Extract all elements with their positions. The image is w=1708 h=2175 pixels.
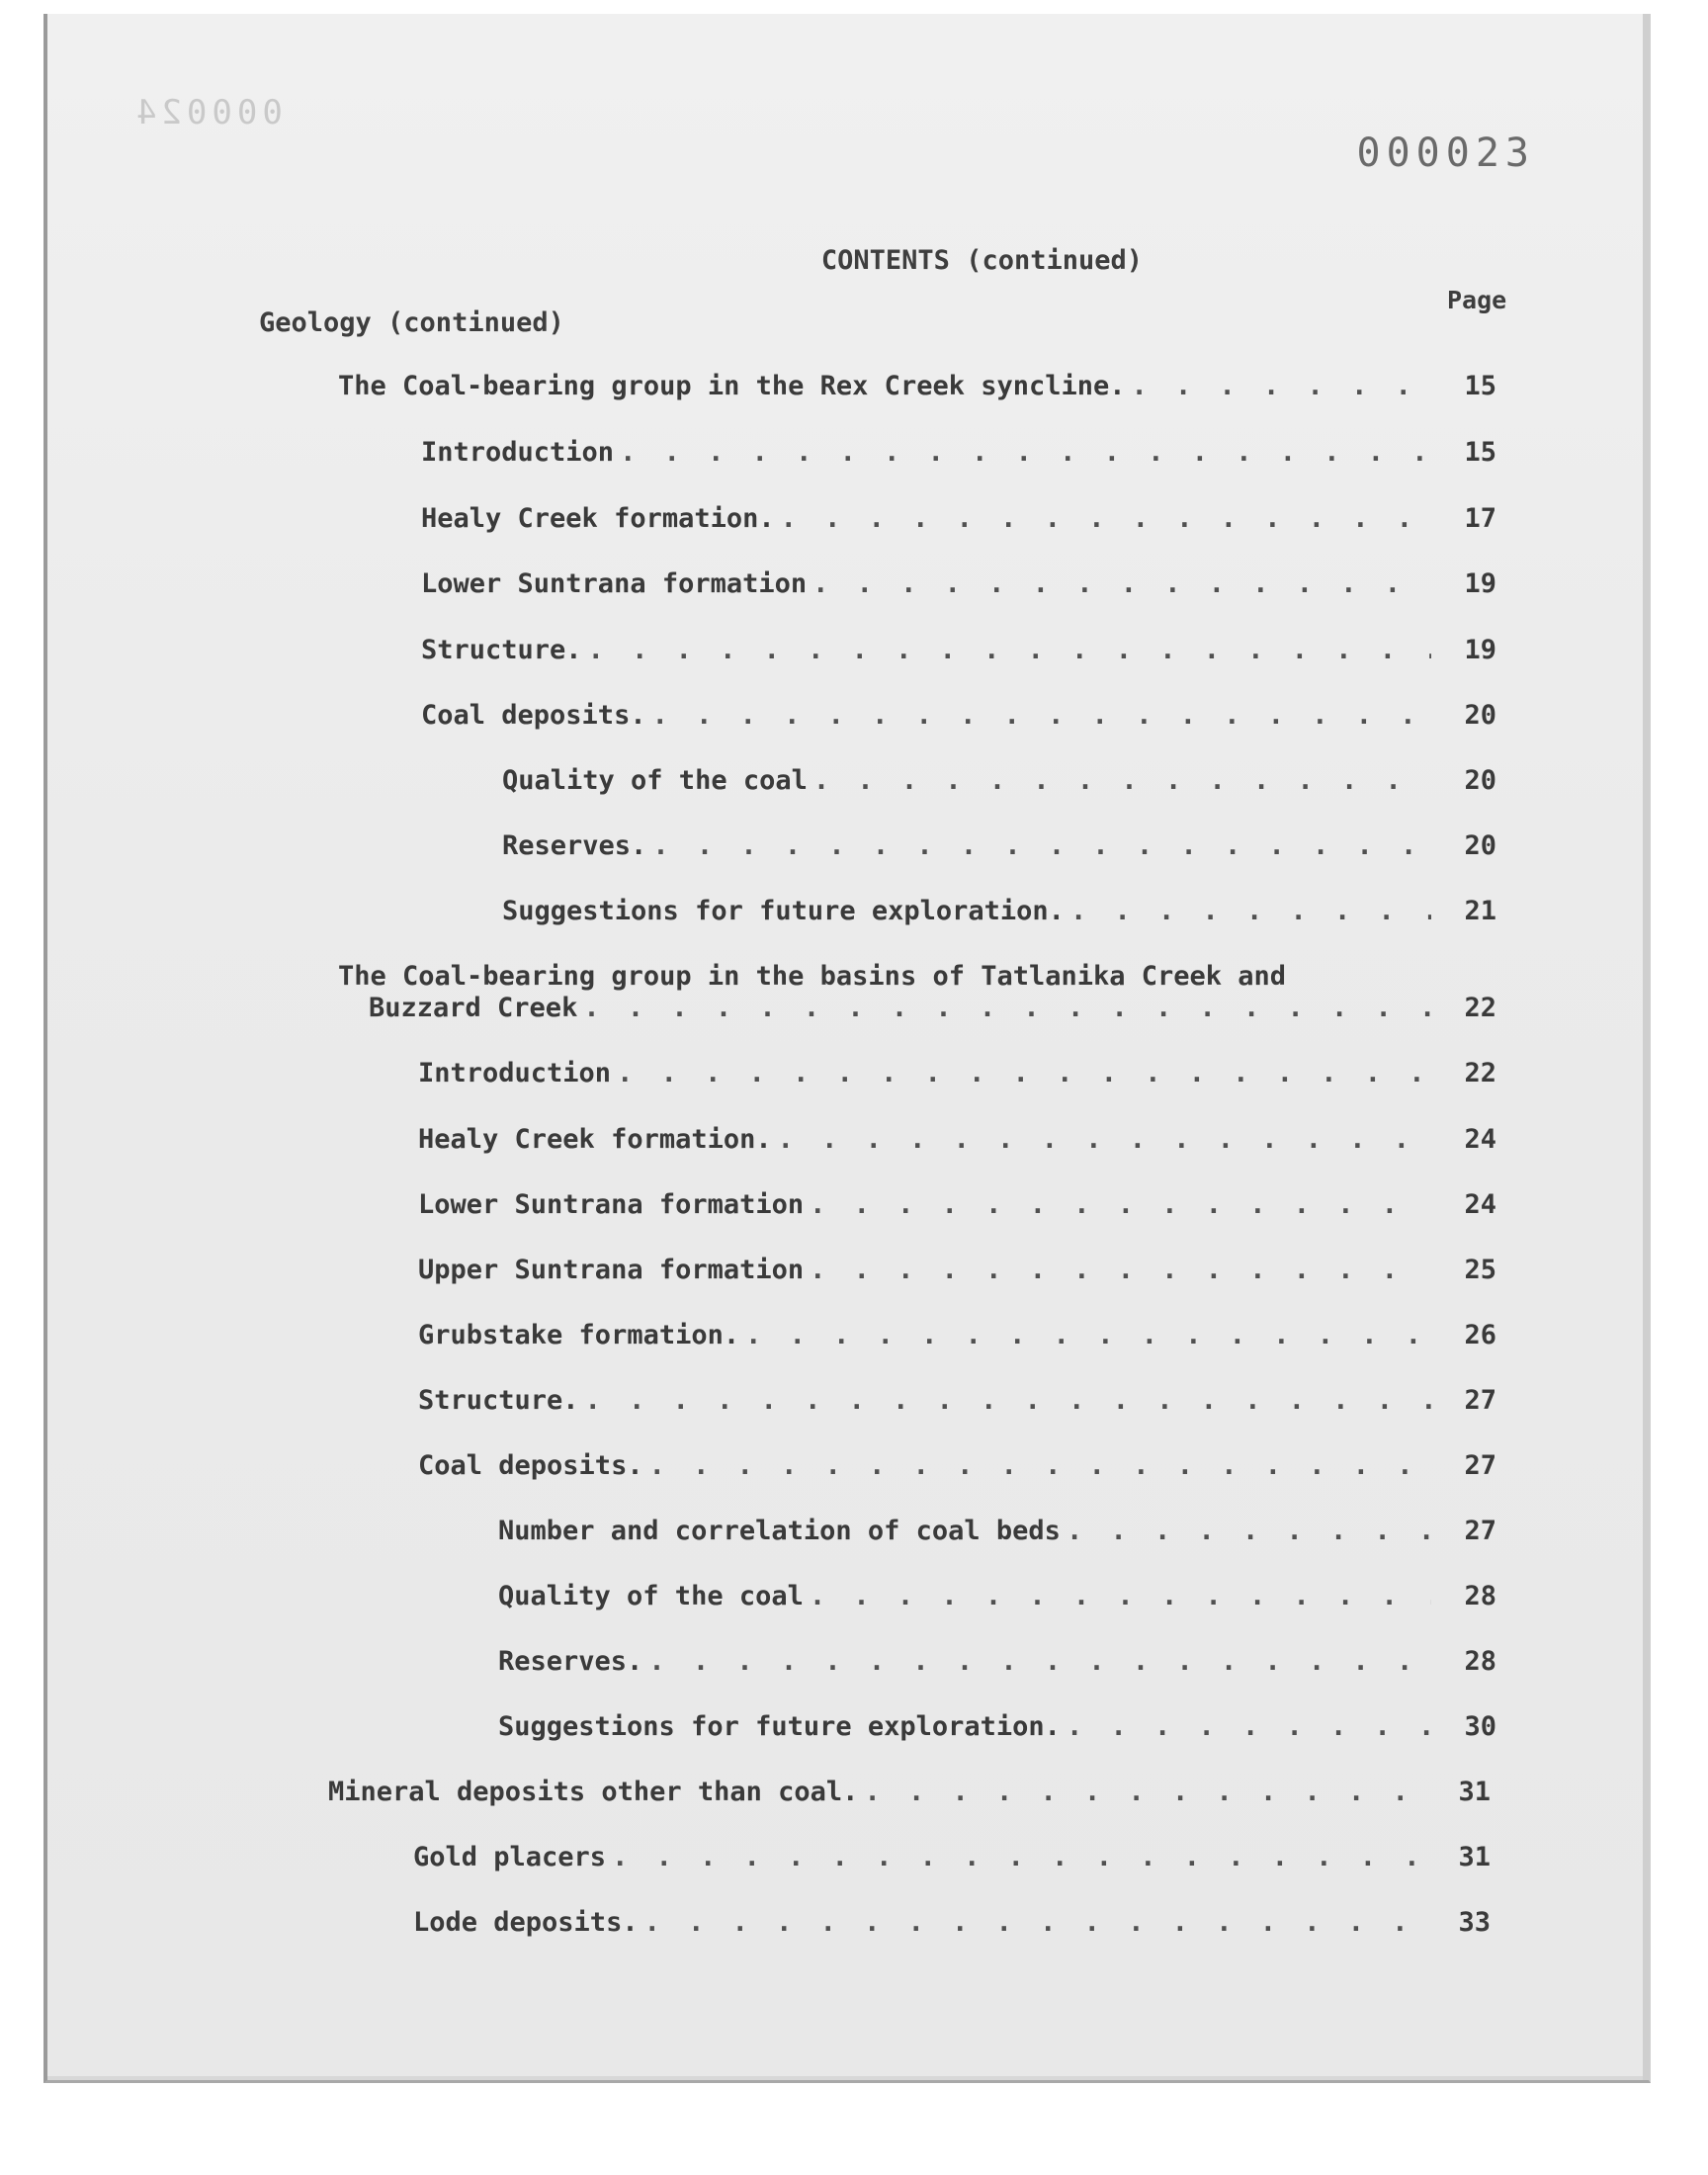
bleed-through-number: 000024 [131, 93, 283, 132]
toc-entry [418, 1058, 1496, 1088]
toc-entry [421, 700, 1496, 731]
toc-entry-page: 15 [1464, 371, 1496, 401]
toc-entry-page: 27 [1464, 1516, 1496, 1546]
toc-entry-label: Reserves. [502, 830, 647, 861]
dot-leader [652, 700, 1431, 731]
toc-entry-label: Suggestions for future exploration. [502, 896, 1065, 926]
toc-entry-label: Gold placers [413, 1842, 607, 1872]
toc-entry-page: 21 [1464, 896, 1496, 926]
document-page [43, 14, 1651, 2083]
dot-leader [781, 503, 1431, 534]
toc-entry-label: Structure. [421, 635, 582, 665]
toc-entry [502, 765, 1496, 796]
toc-entry-page: 20 [1464, 830, 1496, 861]
toc-entry-label: Mineral deposits other than coal. [328, 1777, 859, 1807]
dot-leader [1070, 896, 1431, 926]
toc-entry-page: 17 [1464, 503, 1496, 534]
toc-entry-label: Suggestions for future exploration. [498, 1711, 1061, 1742]
dot-leader [810, 1255, 1431, 1285]
toc-entry [418, 1255, 1496, 1285]
toc-entry-label: Quality of the coal [498, 1581, 804, 1611]
toc-entry [369, 993, 1496, 1023]
dot-leader [652, 830, 1431, 861]
toc-entry [421, 635, 1496, 665]
toc-entry [421, 568, 1496, 599]
toc-entry [498, 1711, 1496, 1742]
toc-entry-page: 22 [1464, 1058, 1496, 1088]
dot-leader [810, 1581, 1431, 1611]
dot-leader [588, 635, 1431, 665]
toc-entry-label: Lower Suntrana formation [418, 1189, 805, 1220]
toc-entry-page: 27 [1464, 1385, 1496, 1416]
toc-entry-page: 24 [1464, 1189, 1496, 1220]
toc-entry [418, 1189, 1496, 1220]
toc-entry-page: 19 [1464, 635, 1496, 665]
toc-entry-label: Introduction [418, 1058, 612, 1088]
toc-entry [413, 1907, 1491, 1938]
toc-entry [418, 1450, 1496, 1481]
toc-entry-label: Healy Creek formation. [418, 1124, 772, 1155]
toc-entry [421, 437, 1496, 468]
toc-entry [498, 1646, 1496, 1677]
dot-leader [1067, 1516, 1431, 1546]
toc-entry-label: Coal deposits. [421, 700, 646, 731]
toc-entry [498, 1516, 1496, 1546]
toc-entry-page: 24 [1464, 1124, 1496, 1155]
toc-entry-page: 28 [1464, 1646, 1496, 1677]
toc-entry-label: Healy Creek formation. [421, 503, 775, 534]
dot-leader [778, 1124, 1431, 1155]
dot-leader [1067, 1711, 1431, 1742]
dot-leader [585, 1385, 1431, 1416]
dot-leader [813, 765, 1431, 796]
toc-entry [502, 830, 1496, 861]
toc-entry-label: Upper Suntrana formation [418, 1255, 805, 1285]
toc-entry-page: 28 [1464, 1581, 1496, 1611]
toc-entry [418, 1385, 1496, 1416]
toc-entry-label: Coal deposits. [418, 1450, 643, 1481]
document-number: 000023 [1356, 130, 1535, 176]
dot-leader [812, 568, 1431, 599]
toc-entry-page: 20 [1464, 765, 1496, 796]
toc-entry [338, 371, 1496, 401]
toc-entry-page: 22 [1464, 993, 1496, 1023]
dot-leader [583, 993, 1431, 1023]
toc-entry [328, 1777, 1491, 1807]
toc-entry-page: 33 [1458, 1907, 1491, 1938]
toc-entry-page: 26 [1464, 1320, 1496, 1350]
toc-entry-page: 15 [1464, 437, 1496, 468]
page-column-header: Page [1447, 286, 1507, 314]
toc-entry-label: Grubstake formation. [418, 1320, 740, 1350]
toc-entry-page: 25 [1464, 1255, 1496, 1285]
toc-entry-label-line1: The Coal-bearing group in the basins of Tatlanika Creek and [338, 961, 1287, 992]
toc-entry-label: Introduction [421, 437, 615, 468]
toc-entry-label: The Coal-bearing group in the Rex Creek syncline. [338, 371, 1126, 401]
toc-entry-page: 27 [1464, 1450, 1496, 1481]
toc-entry [413, 1842, 1491, 1872]
toc-entry-label: Lower Suntrana formation [421, 568, 808, 599]
page-title: CONTENTS (continued) [820, 245, 1143, 276]
toc-entry-page: 30 [1464, 1711, 1496, 1742]
toc-entry-label: Structure. [418, 1385, 579, 1416]
toc-entry [418, 1320, 1496, 1350]
dot-leader [1132, 371, 1431, 401]
dot-leader [617, 1058, 1431, 1088]
dot-leader [649, 1450, 1431, 1481]
toc-entry [502, 896, 1496, 926]
toc-entry [421, 503, 1496, 534]
toc-entry-page: 31 [1458, 1842, 1491, 1872]
toc-entry-label: Reserves. [498, 1646, 643, 1677]
dot-leader [745, 1320, 1431, 1350]
toc-entry-label: Lode deposits. [413, 1907, 639, 1938]
toc-entry-label: Buzzard Creek [369, 993, 578, 1023]
toc-entry-page: 20 [1464, 700, 1496, 731]
toc-entry-page: 19 [1464, 568, 1496, 599]
dot-leader [644, 1907, 1425, 1938]
dot-leader [612, 1842, 1425, 1872]
toc-entry [498, 1581, 1496, 1611]
toc-entry [418, 1124, 1496, 1155]
section-label: Geology (continued) [259, 307, 564, 338]
dot-leader [864, 1777, 1425, 1807]
dot-leader [620, 437, 1431, 468]
dot-leader [648, 1646, 1431, 1677]
toc-entry-label: Number and correlation of coal beds [498, 1516, 1061, 1546]
toc-entry-page: 31 [1458, 1777, 1491, 1807]
toc-entry-label: Quality of the coal [502, 765, 808, 796]
dot-leader [810, 1189, 1431, 1220]
